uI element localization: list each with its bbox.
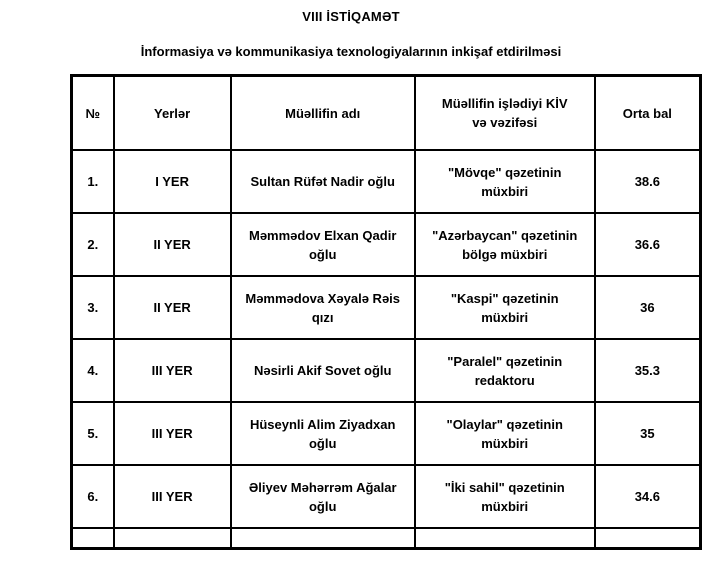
row-score: 34.6 — [595, 465, 700, 528]
row-number: 3. — [72, 276, 114, 339]
header-media-line1: Müəllifin işlədiyi KİV — [441, 96, 568, 111]
header-score: Orta bal — [595, 76, 700, 150]
row-media-line2: müxbiri — [481, 309, 529, 325]
row-media-line2: bölgə müxbiri — [462, 246, 548, 262]
header-media-line2: və vəzifəsi — [472, 115, 538, 130]
row-score: 36 — [595, 276, 700, 339]
row-place: I YER — [114, 150, 231, 213]
row-cell-empty — [415, 528, 595, 548]
row-media — [415, 402, 595, 465]
row-place: II YER — [114, 213, 231, 276]
row-place: III YER — [114, 465, 231, 528]
table-row — [72, 150, 700, 213]
row-media — [415, 150, 595, 213]
row-media-line2: müxbiri — [481, 435, 529, 451]
row-media — [415, 213, 595, 276]
table-row — [72, 402, 700, 465]
row-media-line1: "Azərbaycan" qəzetinin — [432, 227, 578, 243]
row-place: II YER — [114, 276, 231, 339]
row-author-line2: oğlu — [308, 246, 337, 262]
document-subtitle: İnformasiya və kommunikasiya texnologiyalarının inkişaf etdirilməsi — [140, 44, 562, 59]
row-cell-empty — [114, 528, 231, 548]
row-score: 35.3 — [595, 339, 700, 402]
row-media-line1: "İki sahil" qəzetinin — [444, 479, 565, 495]
header-media — [415, 76, 595, 150]
table-row — [72, 213, 700, 276]
row-cell-empty — [595, 528, 700, 548]
row-score: 38.6 — [595, 150, 700, 213]
results-table — [70, 74, 702, 550]
header-number: № — [72, 76, 114, 150]
row-number: 1. — [72, 150, 114, 213]
row-media — [415, 276, 595, 339]
row-media-line2: müxbiri — [481, 498, 529, 514]
table-row — [72, 465, 700, 528]
row-media-line2: redaktoru — [474, 372, 535, 388]
row-author-line2: qızı — [311, 309, 334, 325]
row-media-line1: "Kaspi" qəzetinin — [450, 290, 559, 306]
row-media — [415, 465, 595, 528]
row-media-line1: "Paralel" qəzetinin — [447, 353, 563, 369]
row-number: 4. — [72, 339, 114, 402]
row-score: 36.6 — [595, 213, 700, 276]
row-media-line2: müxbiri — [481, 183, 529, 199]
row-media-line1: "Olaylar" qəzetinin — [446, 416, 563, 432]
row-author — [231, 276, 415, 339]
header-author: Müəllifin adı — [231, 76, 415, 150]
row-author-line1: Məmmədova Xəyalə Rəis — [245, 290, 401, 306]
row-number: 5. — [72, 402, 114, 465]
table-header-row — [72, 76, 700, 150]
row-author: Nəsirli Akif Sovet oğlu — [231, 339, 415, 402]
row-author — [231, 465, 415, 528]
row-media — [415, 339, 595, 402]
row-author-line2: oğlu — [308, 435, 337, 451]
row-score: 35 — [595, 402, 700, 465]
row-cell-empty — [72, 528, 114, 548]
row-number: 2. — [72, 213, 114, 276]
table-row-partial — [72, 528, 700, 548]
table-row — [72, 339, 700, 402]
table-row — [72, 276, 700, 339]
row-cell-empty — [231, 528, 415, 548]
row-number: 6. — [72, 465, 114, 528]
row-author — [231, 213, 415, 276]
row-author-line1: Əliyev Məhərrəm Ağalar — [248, 479, 397, 495]
row-author-line2: oğlu — [308, 498, 337, 514]
row-author-line1: Hüseynli Alim Ziyadxan — [249, 416, 396, 432]
row-author: Sultan Rüfət Nadir oğlu — [231, 150, 415, 213]
header-place: Yerlər — [114, 76, 231, 150]
row-author-line1: Məmmədov Elxan Qadir — [249, 227, 397, 243]
row-media-line1: "Mövqe" qəzetinin — [447, 164, 562, 180]
section-title: VIII İSTİQAMƏT — [302, 9, 400, 24]
row-place: III YER — [114, 339, 231, 402]
row-author — [231, 402, 415, 465]
row-place: III YER — [114, 402, 231, 465]
